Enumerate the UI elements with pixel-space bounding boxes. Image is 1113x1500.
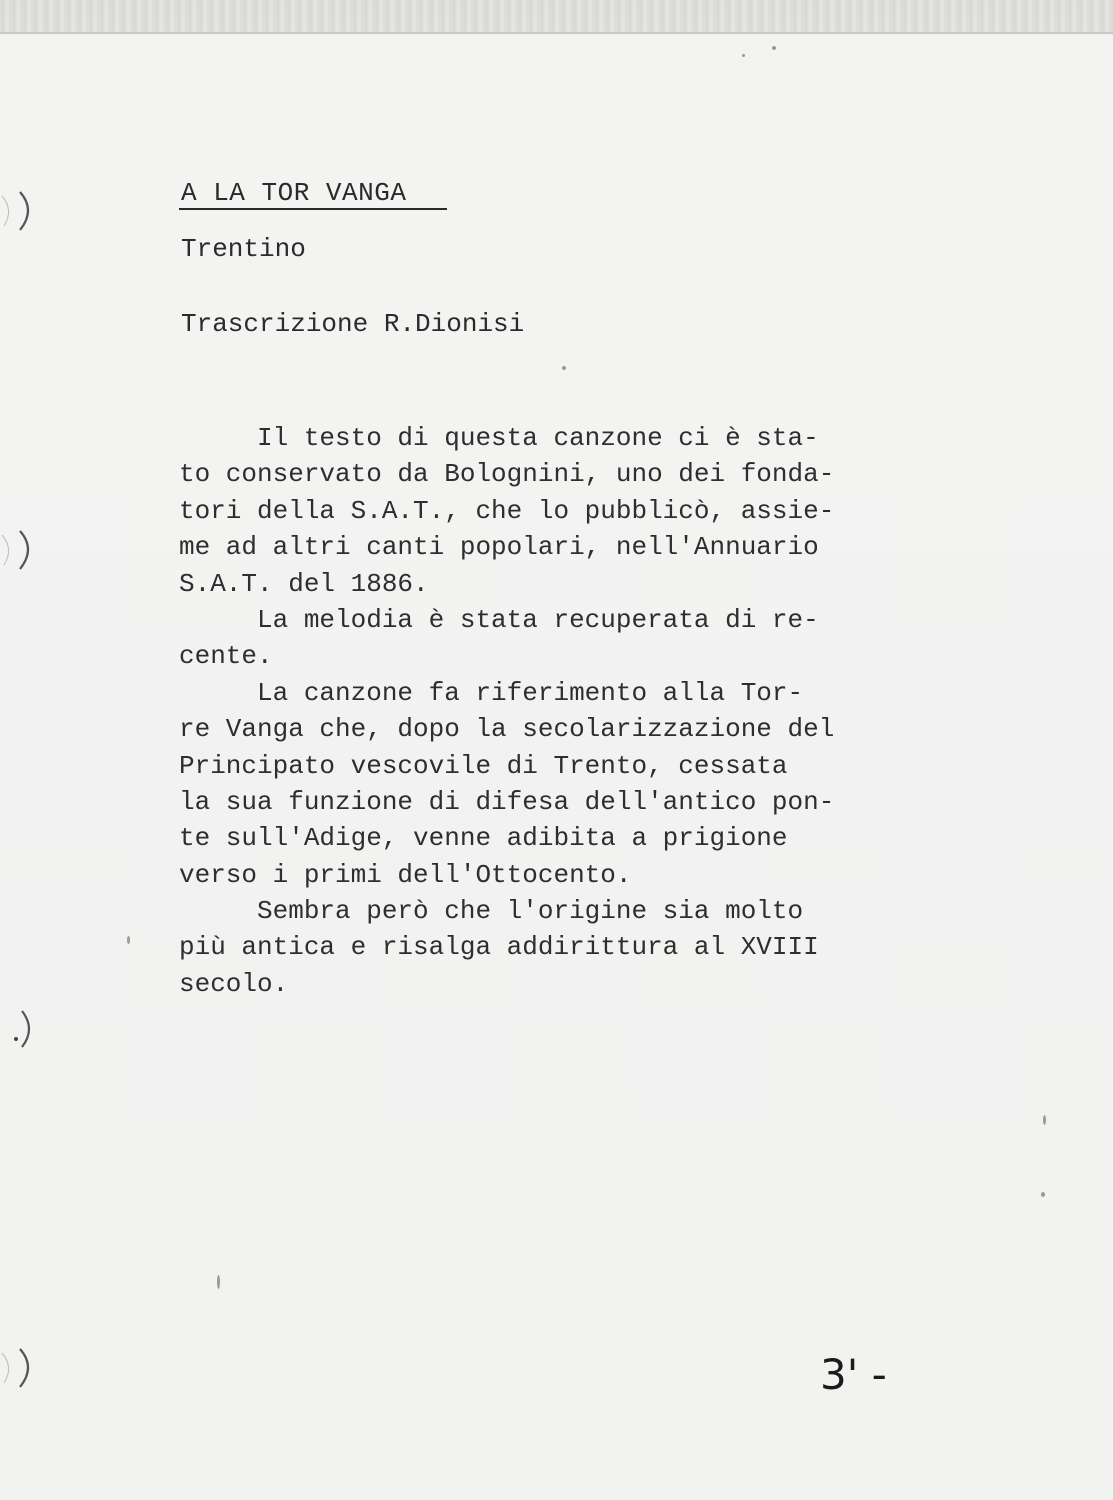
body-text xyxy=(179,420,979,1002)
text-line: verso i primi dell'Ottocento. xyxy=(179,859,632,890)
scan-speck xyxy=(1041,1192,1045,1197)
scan-speck xyxy=(217,1275,220,1289)
text-line: Principato vescovile di Trento, cessata xyxy=(179,750,788,781)
scan-speck xyxy=(742,54,745,57)
text-line: cente. xyxy=(179,641,273,672)
text-line: S.A.T. del 1886. xyxy=(179,568,429,599)
text-line: La canzone fa riferimento alla Tor- xyxy=(179,677,804,708)
text-line: re Vanga che, dopo la secolarizzazione del xyxy=(179,714,835,745)
text-line: tori della S.A.T., che lo pubblicò, assie- xyxy=(179,495,835,526)
scan-speck xyxy=(1043,1115,1046,1125)
document-title: A LA TOR VANGA xyxy=(181,178,407,208)
scan-speck xyxy=(562,366,566,370)
text-line: La melodia è stata recuperata di re- xyxy=(179,604,819,635)
text-line: la sua funzione di difesa dell'antico pon- xyxy=(179,786,835,817)
title-underline xyxy=(179,208,447,210)
scan-top-edge xyxy=(0,0,1113,34)
scan-top-edge-line xyxy=(0,32,1113,34)
punch-hole-icon xyxy=(0,1345,38,1391)
text-line: Il testo di questa canzone ci è sta- xyxy=(179,423,819,453)
transcription-credit: Trascrizione R.Dionisi xyxy=(181,309,525,339)
punch-hole-icon xyxy=(0,1005,38,1051)
text-line: me ad altri canti popolari, nell'Annuario xyxy=(179,532,819,563)
document-region: Trentino xyxy=(181,234,306,264)
scan-speck xyxy=(127,936,130,944)
text-line: to conservato da Bolognini, uno dei fonda- xyxy=(179,459,835,490)
text-line: secolo. xyxy=(179,968,289,999)
scan-speck xyxy=(772,46,776,50)
punch-hole-icon xyxy=(0,188,38,234)
text-line: te sull'Adige, venne adibita a prigione xyxy=(179,823,788,854)
handwritten-duration-note: 3' - xyxy=(820,1350,887,1399)
punch-hole-icon xyxy=(0,527,38,573)
text-line: Sembra però che l'origine sia molto xyxy=(179,896,804,927)
text-line: più antica e risalga addirittura al XVIII xyxy=(179,932,819,963)
